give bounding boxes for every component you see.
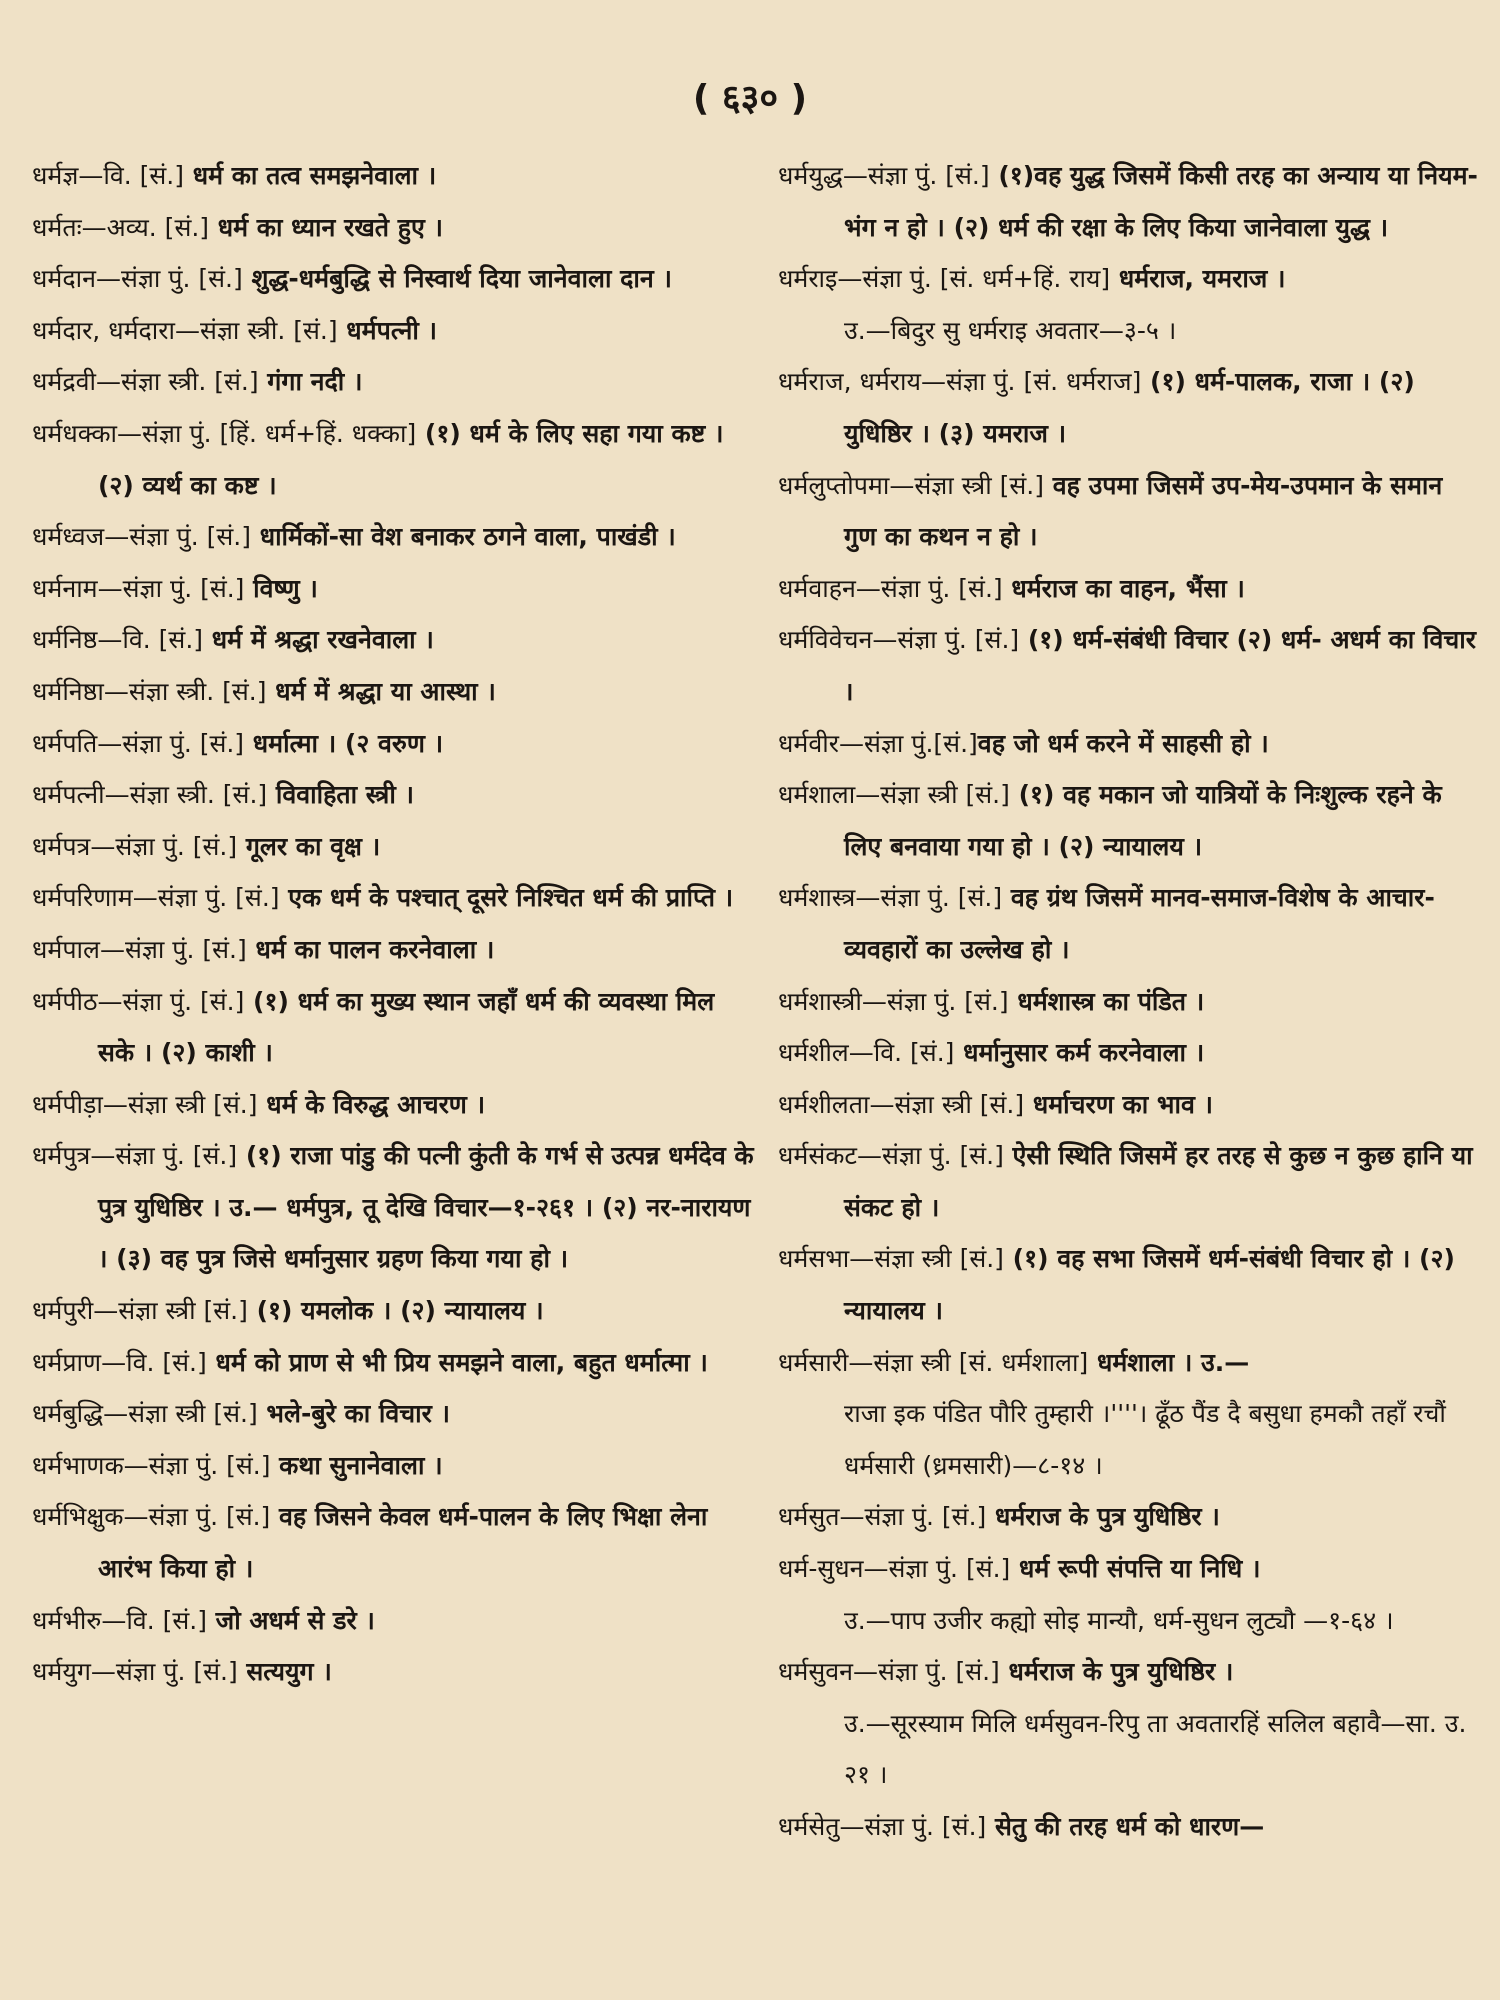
dictionary-entry: [32, 614, 757, 666]
entry-headword: धर्मबुद्धि: [32, 1399, 104, 1429]
entry-definition: कथा सुनानेवाला ।: [270, 1450, 443, 1480]
entry-headword: धर्मराज, धर्मराय: [778, 367, 921, 397]
entry-definition: जो अधर्म से डरे ।: [206, 1605, 375, 1635]
entry-grammar: —वि. [सं.]: [848, 1038, 955, 1068]
entry-grammar: —संज्ञा पुं. [सं. धर्मराज]: [921, 367, 1142, 397]
entry-headword: धर्मध्वज: [32, 522, 105, 552]
entry-headword: धर्मसुत: [778, 1502, 840, 1532]
dictionary-entry: [778, 976, 1478, 1028]
entry-definition: शुद्ध-धर्मबुद्धि से निस्वार्थ दिया जानेवाला दान ।: [242, 264, 672, 294]
entry-grammar: —संज्ञा पुं. [सं.]: [855, 883, 1003, 913]
entry-grammar: —वि. [सं.]: [97, 625, 204, 655]
entry-citation: उ.—पाप उजीर कह्यो सोइ मान्यौ, धर्म-सुधन लुट्यौ —१-६४ ।: [844, 1605, 1394, 1635]
entry-grammar: —संज्ञा पुं. [सं.]: [123, 1502, 271, 1532]
entry-grammar: —संज्ञा पुं. [सं.]: [97, 728, 245, 758]
entry-definition: (१) वह सभा जिसमें धर्म-संबंधी विचार हो । (२) न्यायालय ।: [844, 1244, 1455, 1326]
entry-definition: गंगा नदी ।: [258, 367, 363, 397]
dictionary-entry: [32, 1130, 757, 1285]
dictionary-entry: [778, 718, 1478, 770]
entry-headword: धर्मयुद्ध: [778, 161, 843, 190]
entry-grammar: —संज्ञा स्त्री. [सं.]: [174, 315, 338, 345]
entry-grammar: —संज्ञा स्त्री [सं.]: [855, 780, 1010, 810]
entry-grammar: —वि. [सं.]: [78, 161, 184, 190]
entry-grammar: —संज्ञा पुं. [सं.]: [90, 831, 238, 861]
entry-definition: धर्म का ध्यान रखते हुए ।: [209, 212, 444, 242]
entry-definition: धर्मशाला । उ.—: [1088, 1347, 1250, 1377]
entry-grammar: —संज्ञा पुं. [सं.]: [861, 986, 1009, 1016]
dictionary-entry: [778, 614, 1478, 717]
dictionary-entry: [32, 150, 757, 202]
entry-citation: उ.—सूरस्याम मिलि धर्मसुवन-रिपु ता अवतारहिं सलिल बहावै—सा. उ. २१ ।: [844, 1708, 1467, 1790]
entry-grammar: —संज्ञा पुं. [सं.]: [855, 573, 1003, 603]
entry-definition: धर्मराज के पुत्र युधिष्ठिर ।: [999, 1657, 1234, 1687]
entry-definition: (१) धर्म का मुख्य स्थान जहाँ धर्म की व्यवस्था मिल सके । (२) काशी ।: [98, 986, 715, 1068]
dictionary-entry: [778, 356, 1478, 459]
dictionary-entry: [32, 1646, 757, 1698]
dictionary-entry: [32, 408, 757, 511]
entry-grammar: —संज्ञा स्त्री. [सं.]: [103, 676, 267, 706]
dictionary-entry: [778, 1130, 1478, 1233]
entry-citation: राजा इक पंडित पौरि तुम्हारी ।''''। ढूँठ पैंड दै बसुधा हमकौ तहाँ रचौं धर्मसारी (ध्रमसारी)—८-१४ ।: [844, 1399, 1446, 1480]
entry-definition: विवाहिता स्त्री ।: [267, 780, 414, 810]
page-number: ( ६३० ): [692, 78, 808, 119]
entry-definition: (१) धर्म-संबंधी विचार (२) धर्म- अधर्म का विचार ।: [844, 625, 1476, 706]
entry-headword: धर्मयुग: [32, 1657, 91, 1687]
dictionary-entry: [778, 1027, 1478, 1079]
entry-grammar: —संज्ञा स्त्री. [सं.]: [104, 780, 268, 810]
left-column: [32, 150, 757, 1698]
entry-headword: धर्मपुत्र: [32, 1141, 91, 1171]
entry-headword: धर्मपत्र: [32, 831, 91, 861]
dictionary-entry: [778, 1079, 1478, 1131]
entry-definition: धर्म रूपी संपत्ति या निधि ।: [1010, 1554, 1261, 1584]
dictionary-entry: [32, 253, 757, 305]
entry-headword: धर्मवाहन: [778, 573, 856, 603]
entry-definition: विष्णु ।: [244, 573, 318, 603]
entry-headword: धर्मपरिणाम: [32, 883, 133, 913]
entry-headword: धर्मसुवन: [778, 1657, 854, 1687]
entry-definition: धर्मराज, यमराज ।: [1110, 264, 1286, 294]
entry-definition: (१) राजा पांडु की पत्नी कुंती के गर्भ से उत्पन्न धर्मदेव के पुत्र युधिष्ठिर । उ.— धर्मपुत्र, तू देखि विचार—१-२६१ । (२) नर-नारायण । (३) वह पुत्र जिसे धर्मानुसार ग्रहण किया गया हो ।: [98, 1141, 754, 1274]
entry-grammar: —वि. [सं.]: [101, 1347, 207, 1377]
entry-headword: धर्मद्रवी: [32, 367, 96, 397]
dictionary-entry: [778, 1337, 1478, 1389]
dictionary-entry: [32, 769, 757, 821]
entry-headword: धर्मसंकट: [778, 1141, 858, 1171]
entry-headword: धर्मलुप्तोपमा: [778, 470, 890, 500]
entry-headword: धर्मशास्त्री: [778, 986, 862, 1016]
entry-definition: (१) धर्म के लिए सहा गया कष्ट । (२) व्यर्थ का कष्ट ।: [98, 418, 724, 500]
entry-definition: धर्म के विरुद्ध आचरण ।: [257, 1089, 486, 1119]
dictionary-entry: [778, 563, 1478, 615]
entry-definition: धर्म में श्रद्धा या आस्था ।: [266, 676, 496, 706]
entry-definition: धर्मात्मा । (२ वरुण ।: [244, 728, 444, 758]
entry-grammar: —संज्ञा पुं. [सं.]: [97, 573, 245, 603]
entry-grammar: —संज्ञा पुं. [सं.]: [132, 883, 280, 913]
dictionary-entry: [778, 1646, 1478, 1698]
entry-headword: धर्मतः: [32, 212, 82, 242]
entry-grammar: —संज्ञा पुं. [सं.]: [853, 1657, 1000, 1687]
entry-grammar: —संज्ञा पुं. [सं.]: [90, 1141, 238, 1171]
dictionary-entry: [778, 769, 1478, 872]
dictionary-entry: [32, 1595, 757, 1647]
entry-headword: धर्मज्ञ: [32, 161, 79, 190]
entry-definition: (१) यमलोक । (२) न्यायालय ।: [247, 1296, 544, 1326]
entry-definition: धर्म को प्राण से भी प्रिय समझने वाला, बहुत धर्मात्मा ।: [206, 1347, 708, 1377]
entry-headword: धर्मदान: [32, 264, 96, 294]
entry-definition: धर्मानुसार कर्म करनेवाला ।: [954, 1038, 1205, 1068]
entry-definition: सत्ययुग ।: [237, 1657, 332, 1687]
entry-grammar: —संज्ञा पुं. [सं.]: [97, 986, 245, 1016]
dictionary-entry: [32, 305, 757, 357]
entry-definition: वह उपमा जिसमें उप-मेय-उपमान के समान गुण का कथन न हो ।: [844, 470, 1443, 552]
entry-grammar: —संज्ञा स्त्री [सं.]: [93, 1296, 248, 1326]
entry-headword: धर्मनिष्ठ: [32, 625, 98, 655]
entry-headword: धर्मपति: [32, 728, 98, 758]
entry-grammar: —संज्ञा पुं. [सं.]: [872, 625, 1020, 655]
dictionary-entry: [32, 356, 757, 408]
dictionary-entry: [778, 253, 1478, 305]
dictionary-entry: [32, 872, 757, 924]
entry-definition: सेतु की तरह धर्म को धारण—: [986, 1812, 1265, 1841]
entry-definition: (१) धर्म-पालक, राजा । (२) युधिष्ठिर । (३) यमराज ।: [844, 367, 1415, 448]
entry-grammar: —अव्य. [सं.]: [81, 212, 210, 242]
entry-grammar: —संज्ञा पुं. [सं.]: [123, 1450, 271, 1480]
right-column: [778, 150, 1478, 1853]
entry-grammar: —संज्ञा पुं. [सं. धर्म+हिं. राय]: [837, 264, 1111, 294]
entry-citation: उ.—बिदुर सु धर्मराइ अवतार—३-५ ।: [844, 315, 1177, 345]
entry-definition: धर्म का पालन करनेवाला ।: [246, 934, 495, 964]
entry-headword: धर्मनाम: [32, 573, 98, 603]
entry-definition: ऐसी स्थिति जिसमें हर तरह से कुछ न कुछ हानि या संकट हो ।: [844, 1141, 1473, 1222]
entry-headword: धर्मपत्नी: [32, 780, 105, 810]
dictionary-entry: [32, 1337, 757, 1389]
dictionary-entry: [32, 1285, 757, 1337]
dictionary-entry: [778, 1801, 1478, 1853]
entry-headword: धर्मवीर: [778, 728, 839, 758]
entry-headword: धर्मशाला: [778, 780, 856, 810]
entry-headword: धर्मसभा: [778, 1244, 850, 1274]
dictionary-entry: [32, 1388, 757, 1440]
dictionary-entry: [32, 976, 757, 1079]
entry-headword: धर्मपीड़ा: [32, 1089, 103, 1119]
dictionary-entry: [32, 202, 757, 254]
entry-definition: धर्म का तत्व समझनेवाला ।: [183, 161, 437, 190]
entry-grammar: —संज्ञा पुं. [सं.]: [90, 1657, 238, 1687]
entry-definition: धर्मशास्त्र का पंडित ।: [1008, 986, 1205, 1016]
dictionary-entry: [778, 872, 1478, 975]
entry-headword: धर्मभिक्षुक: [32, 1502, 124, 1532]
entry-grammar: —वि. [सं.]: [101, 1605, 207, 1635]
entry-headword: धर्मपाल: [32, 934, 100, 964]
entry-grammar: —संज्ञा स्त्री. [सं.]: [95, 367, 259, 397]
entry-definition: धार्मिकों-सा वेश बनाकर ठगने वाला, पाखंडी ।: [250, 522, 676, 552]
entry-definition: धर्मपत्नी ।: [337, 315, 438, 345]
dictionary-entry: [32, 924, 757, 976]
entry-headword: धर्मराइ: [778, 264, 838, 294]
entry-headword: धर्मप्राण: [32, 1347, 102, 1377]
dictionary-entry: [32, 1440, 757, 1492]
dictionary-entry: [778, 1543, 1478, 1595]
entry-grammar: —संज्ञा पुं. [सं.]: [863, 1554, 1011, 1584]
entry-grammar: —संज्ञा पुं. [सं.]: [842, 161, 990, 190]
entry-grammar: —संज्ञा पुं. [सं.]: [839, 1812, 987, 1841]
dictionary-entry: [32, 718, 757, 770]
entry-definition: (१)वह युद्ध जिसमें किसी तरह का अन्याय या नियम-भंग न हो । (२) धर्म की रक्षा के लिए किया जानेवाला युद्ध ।: [844, 161, 1478, 242]
entry-headword: धर्मदार, धर्मदारा: [32, 315, 175, 345]
entry-definition: गूलर का वृक्ष ।: [237, 831, 381, 861]
entry-grammar: —संज्ञा पुं.[सं.]: [838, 728, 978, 758]
entry-headword: धर्मनिष्ठा: [32, 676, 104, 706]
entry-grammar: —संज्ञा स्त्री [सं. धर्मशाला]: [848, 1347, 1089, 1377]
entry-grammar: —संज्ञा स्त्री [सं.]: [889, 470, 1044, 500]
entry-definition: भले-बुरे का विचार ।: [257, 1399, 451, 1429]
entry-headword: धर्मपुरी: [32, 1296, 94, 1326]
entry-definition: धर्म में श्रद्धा रखनेवाला ।: [203, 625, 434, 655]
entry-headword: धर्मपीठ: [32, 986, 98, 1016]
entry-headword: धर्मभाणक: [32, 1450, 124, 1480]
entry-headword: धर्मभीरु: [32, 1605, 102, 1635]
entry-grammar: —संज्ञा स्त्री [सं.]: [103, 1399, 258, 1429]
dictionary-entry: [778, 150, 1478, 253]
entry-grammar: —संज्ञा पुं. [हिं. धर्म+हिं. धक्का]: [117, 418, 417, 448]
entry-grammar: —संज्ञा पुं. [सं.]: [99, 934, 247, 964]
entry-grammar: —संज्ञा पुं. [सं.]: [95, 264, 243, 294]
entry-definition: वह ग्रंथ जिसमें मानव-समाज-विशेष के आचार-व्यवहारों का उल्लेख हो ।: [844, 883, 1435, 964]
entry-definition: वह जिसने केवल धर्म-पालन के लिए भिक्षा लेना आरंभ किया हो ।: [98, 1502, 708, 1584]
entry-headword: धर्मसेतु: [778, 1812, 840, 1841]
entry-headword: धर्म-सुधन: [778, 1554, 864, 1584]
entry-grammar: —संज्ञा स्त्री [सं.]: [869, 1089, 1025, 1119]
dictionary-entry: [32, 666, 757, 718]
dictionary-entry: [778, 460, 1478, 563]
dictionary-entry: [778, 1491, 1478, 1543]
dictionary-entry: [32, 1079, 757, 1131]
entry-headword: धर्मशील: [778, 1038, 849, 1068]
entry-grammar: —संज्ञा स्त्री [सं.]: [102, 1089, 258, 1119]
entry-grammar: —संज्ञा पुं. [सं.]: [839, 1502, 987, 1532]
entry-definition: धर्मराज के पुत्र युधिष्ठिर ।: [986, 1502, 1220, 1532]
dictionary-entry: [32, 1491, 757, 1594]
entry-definition: एक धर्म के पश्चात् दूसरे निश्चित धर्म की प्राप्ति ।: [279, 883, 734, 913]
entry-definition: धर्मराज का वाहन, भैंसा ।: [1002, 573, 1245, 603]
dictionary-entry: [32, 511, 757, 563]
entry-grammar: —संज्ञा स्त्री [सं.]: [849, 1244, 1004, 1274]
dictionary-entry: [32, 563, 757, 615]
entry-headword: धर्मशीलता: [778, 1089, 870, 1119]
entry-grammar: —संज्ञा पुं. [सं.]: [857, 1141, 1004, 1171]
dictionary-entry: [778, 1233, 1478, 1336]
dictionary-entry: [32, 821, 757, 873]
entry-headword: धर्मधक्का: [32, 418, 118, 448]
entry-definition: वह जो धर्म करने में साहसी हो ।: [977, 728, 1269, 758]
entry-headword: धर्मशास्त्र: [778, 883, 856, 913]
entry-headword: धर्मसारी: [778, 1347, 849, 1377]
entry-grammar: —संज्ञा पुं. [सं.]: [104, 522, 251, 552]
entry-definition: (१) वह मकान जो यात्रियों के निःशुल्क रहने के लिए बनवाया गया हो । (२) न्यायालय ।: [844, 780, 1442, 861]
entry-headword: धर्मविवेचन: [778, 625, 873, 655]
entry-definition: धर्माचरण का भाव ।: [1024, 1089, 1214, 1119]
